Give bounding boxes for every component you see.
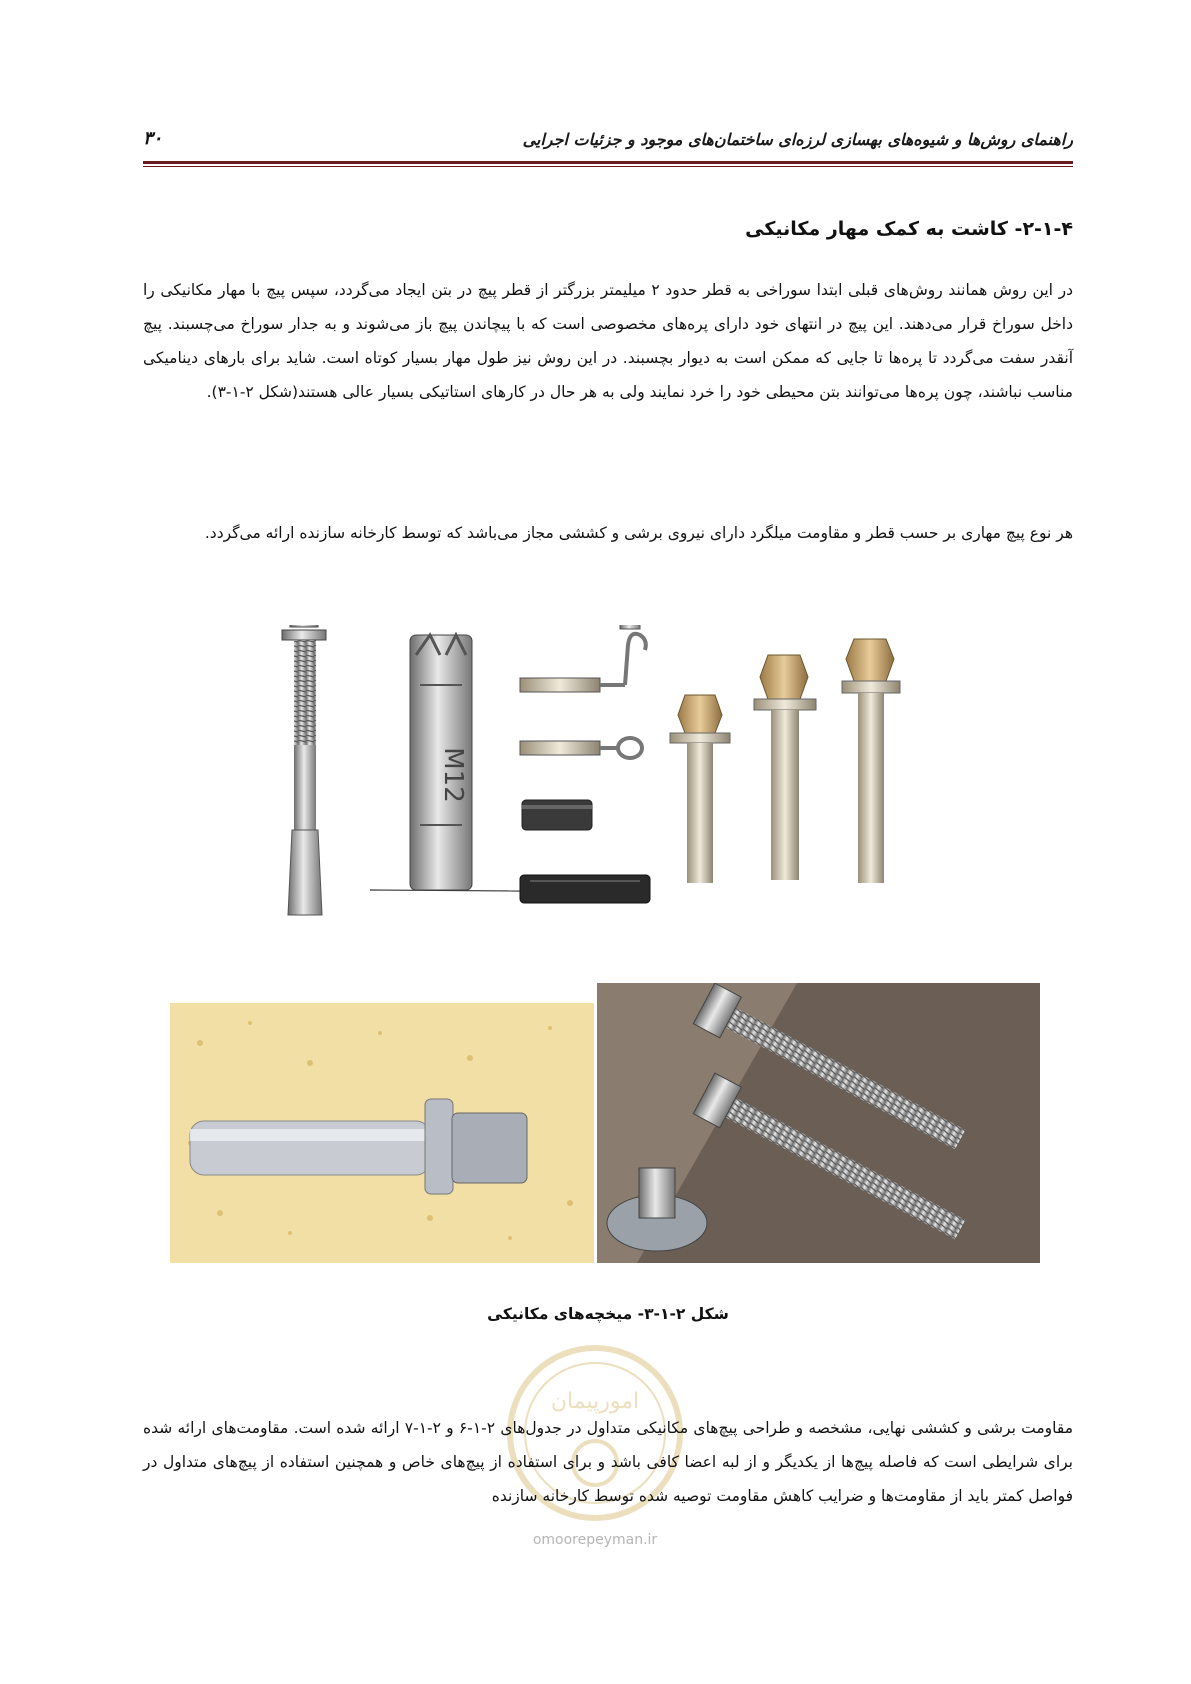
figure-mechanical-anchors — [170, 625, 1040, 1285]
hex-bolt-anchor-icon — [520, 625, 640, 629]
black-sleeve-anchor-icon — [520, 875, 650, 903]
zinc-wedge-anchor-large-icon — [842, 639, 900, 883]
hook-anchor-icon — [520, 634, 646, 692]
figure-caption: شکل ۲-۱-۳- میخچه‌های مکانیکی — [487, 1305, 729, 1323]
body-paragraph-1 — [143, 273, 1073, 409]
eye-anchor-icon — [520, 738, 642, 758]
page-number: ۳۰ — [143, 128, 163, 149]
zinc-wedge-anchor-medium-icon — [754, 655, 816, 880]
watermark-url: omoorepeyman.ir — [532, 1532, 658, 1548]
sleeve-anchor-icon — [410, 635, 472, 890]
body-paragraph-3 — [143, 1411, 1073, 1513]
running-header — [143, 128, 1073, 156]
anchor-catalog-photo — [170, 625, 1040, 980]
zinc-wedge-anchor-small-icon — [670, 695, 730, 883]
header-title: راهنمای روش‌ها و شیوه‌های بهسازی لرزه‌ای ساختمان‌های موجود و جزئیات اجرایی — [522, 130, 1073, 149]
svg-text:M12: M12 — [438, 747, 468, 803]
header-rule-thick — [143, 161, 1073, 164]
wedge-anchor-icon — [282, 625, 326, 915]
section-heading: ۲-۱-۴- کاشت به کمک مهار مکانیکی — [745, 218, 1073, 240]
drop-in-anchor-icon — [522, 800, 592, 830]
header-rule-thin — [143, 166, 1073, 167]
paragraph-text: در این روش همانند روش‌های قبلی ابتدا سوراخی به قطر حدود ۲ میلیمتر بزرگتر از قطر پیچ در بتن ایجاد می‌گردد، سپس پیچ با مهار مکانیکی را داخل سوراخ قرار می‌دهند. این پیچ در انتهای خود دارای پره‌های مخصوصی است که با پیچاندن پیچ باز می‌شوند و به جدار سوراخ می‌چسبند. پیچ آنقدر سفت می‌گردد تا پره‌ها تا جایی که ممکن است به دیوار بچسبند. در این روش نیز طول مهار بسیار کوتاه است. شاید برای بارهای دینامیکی مناسب نباشند، چون پره‌ها می‌توانند بتن محیطی خود را خرد نمایند ولی به هر حال در کارهای استاتیکی بسیار عالی هستند(شکل ۲-۱-۳). — [143, 281, 1073, 401]
wedge-anchor-gold-photo — [170, 1003, 594, 1263]
wedge-anchors-concrete-photo — [597, 983, 1040, 1263]
body-paragraph-2 — [143, 516, 1073, 550]
watermark-logo-text: امورپیمان — [550, 1389, 640, 1414]
paragraph-text: هر نوع پیچ مهاری بر حسب قطر و مقاومت میلگرد دارای نیروی برشی و کششی مجاز می‌باشد که توسط کارخانه سازنده ارائه می‌گردد. — [204, 524, 1073, 542]
paragraph-text: مقاومت برشی و کششی نهایی، مشخصه و طراحی پیچ‌های مکانیکی متداول در جدول‌های ۲-۱-۶ و ۲-۱-۷ ارائه شده است. مقاومت‌های ارائه شده برای شرایطی است که فاصله پیچ‌ها از یکدیگر و از لبه اعضا کافی باشد و برای استفاده از پیچ‌های خاص و همچنین استفاده از پیچ‌های متداول در فواصل کمتر باید از مقاومت‌ها و ضرایب کاهش مقاومت توصیه شده توسط کارخانه سازنده — [143, 1419, 1074, 1505]
